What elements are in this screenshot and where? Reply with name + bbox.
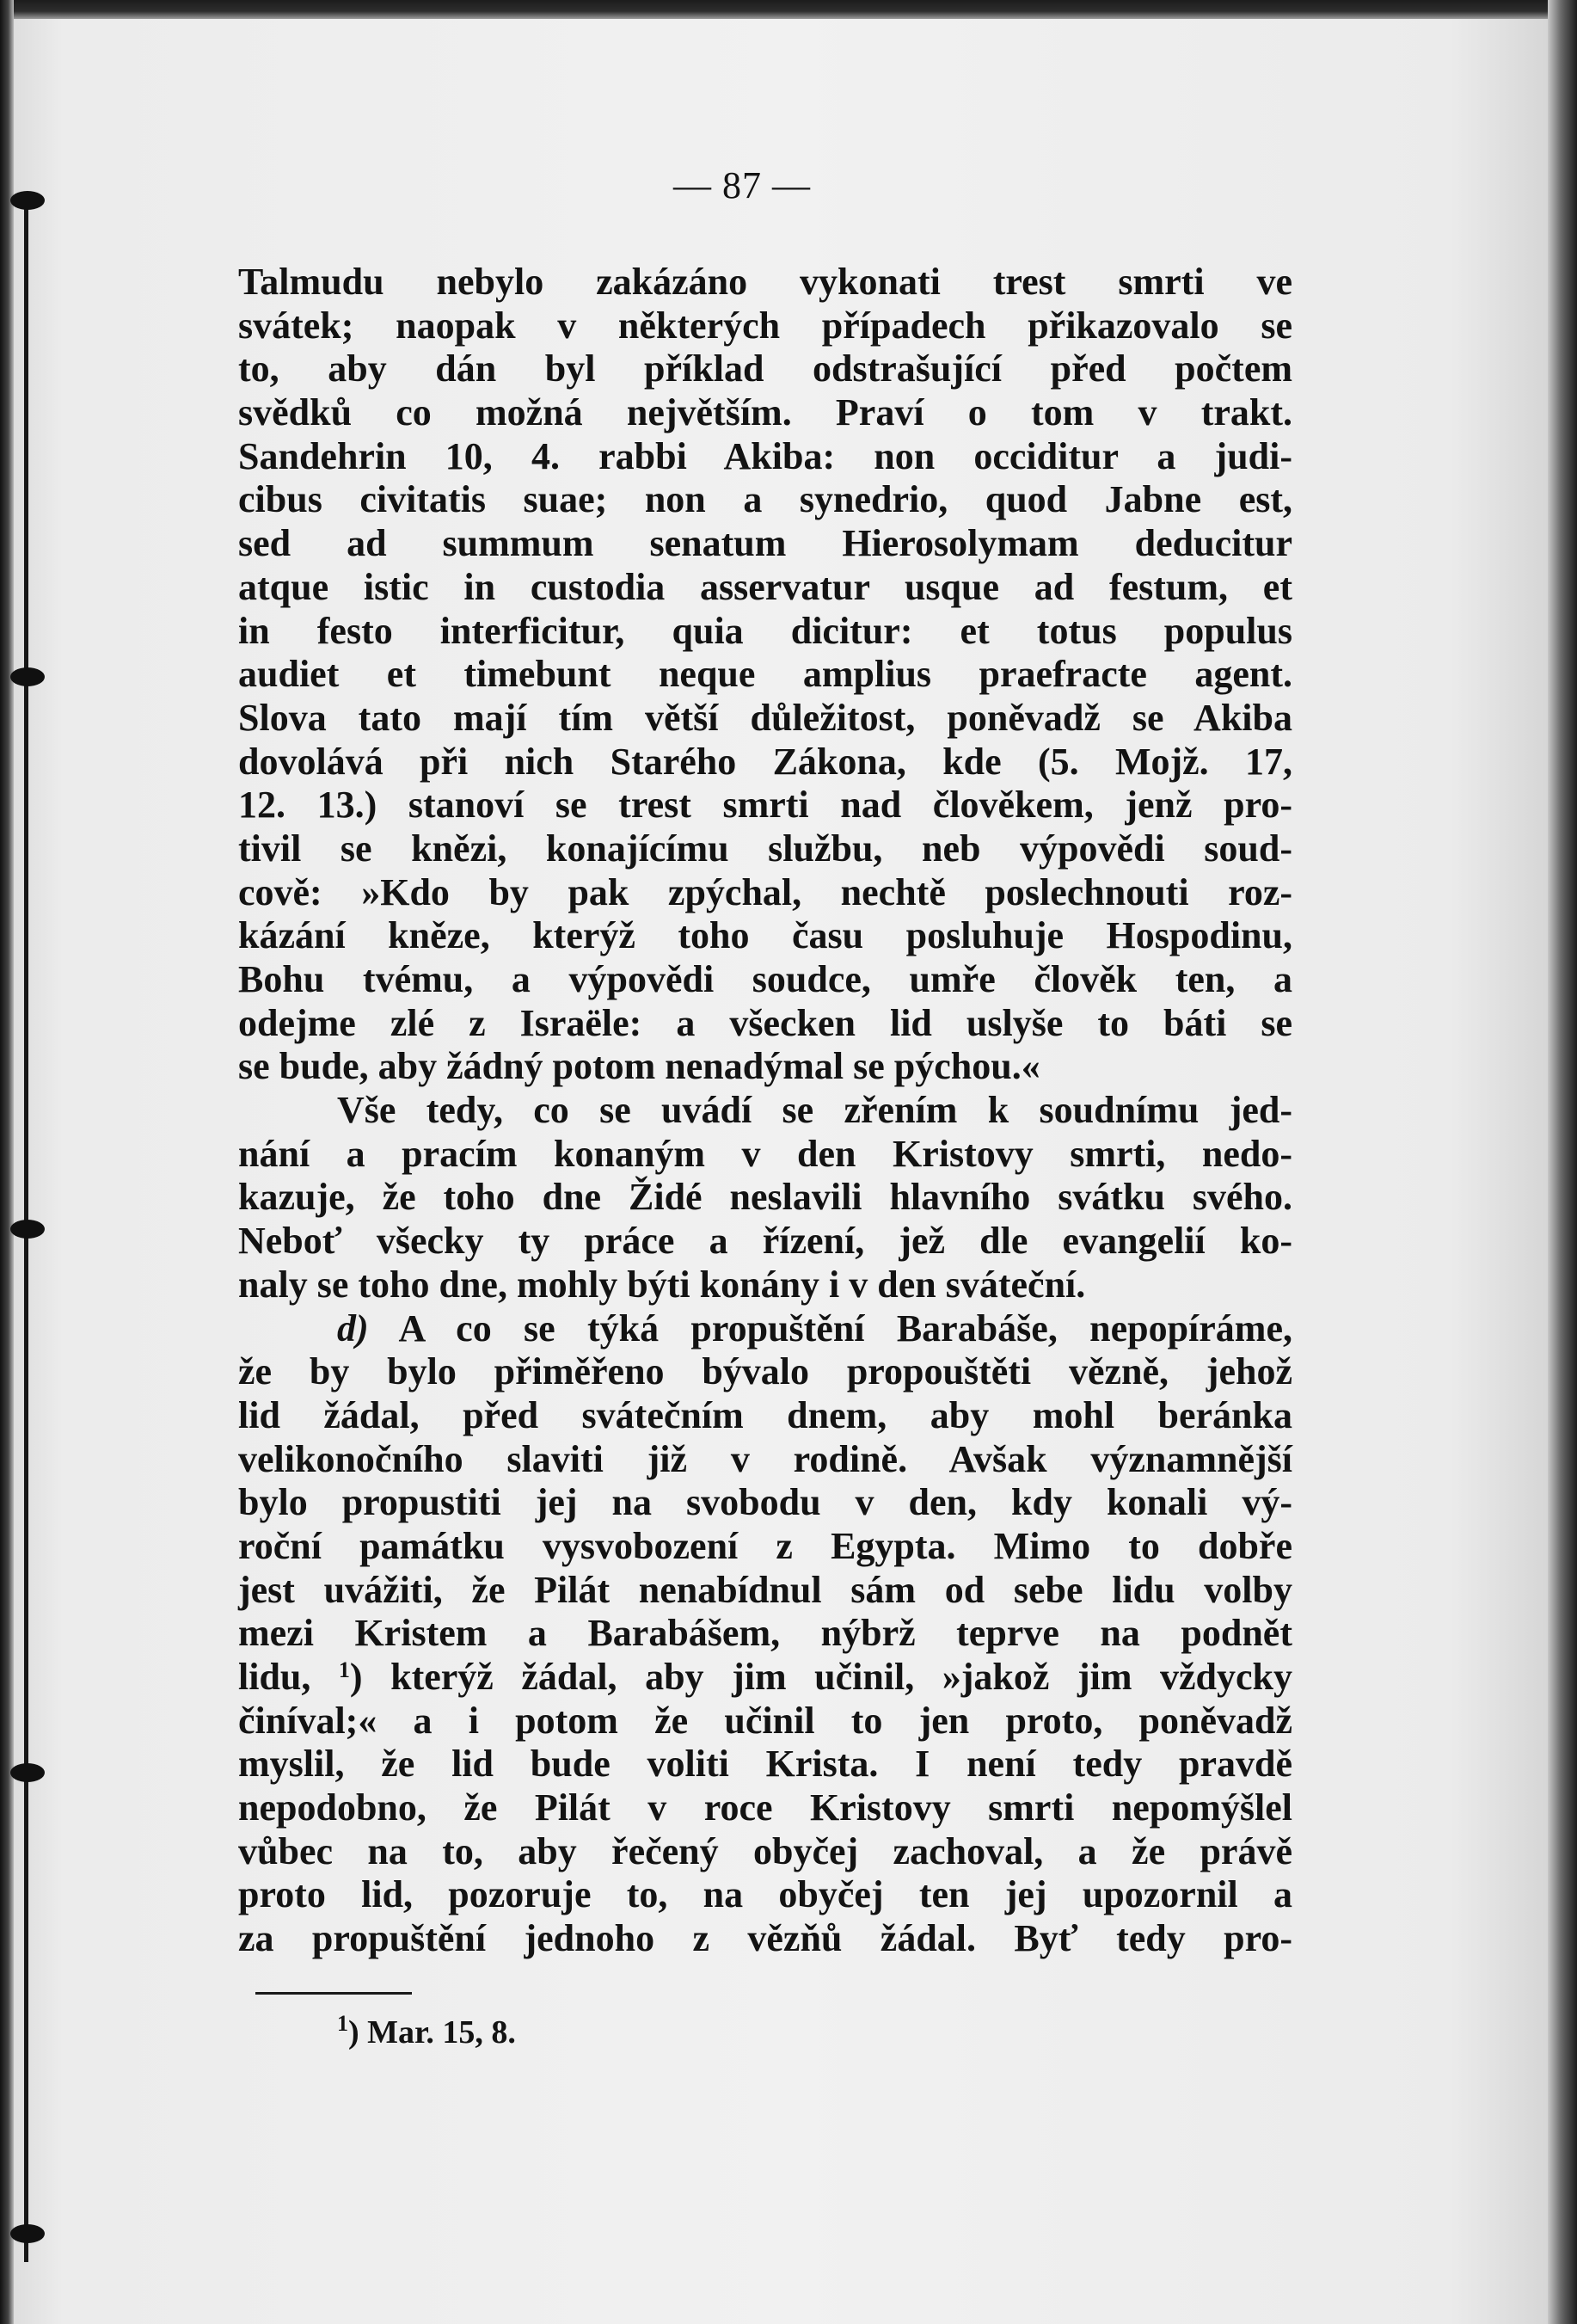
text-line: Talmudu nebylo zakázáno vykonati trest smrti ve	[238, 261, 1292, 303]
text-line: dovolává při nich Starého Zákona, kde (5. Mojž. 17,	[238, 740, 1292, 783]
text-line: nepodobno, že Pilát v roce Kristovy smrti nepomýšlel	[238, 1786, 1292, 1829]
text-line: to, aby dán byl příklad odstrašující před počtem	[238, 347, 1292, 390]
text-line: velikonočního slaviti již v rodině. Avšak významnější	[238, 1437, 1292, 1480]
text-line: Bohu tvému, a výpovědi soudce, umře člověk ten, a	[238, 958, 1292, 1000]
footnote-text: ) Mar. 15, 8.	[348, 2014, 516, 2050]
text-line: svědků co možná největším. Praví o tom v trakt.	[238, 391, 1292, 434]
text-line: mezi Kristem a Barabášem, nýbrž teprve na podnět	[238, 1612, 1292, 1655]
paragraph-first-line	[238, 1307, 1292, 1351]
text-line: za propuštění jednoho z vězňů žádal. Byť tedy pro-	[238, 1917, 1292, 1960]
text-line: roční památku vysvobození z Egypta. Mimo to dobře	[238, 1524, 1292, 1567]
text-line: kázání kněze, kterýž toho času posluhuje Hospodinu,	[238, 914, 1292, 957]
text-line: činíval;« a i potom že učinil to jen proto, poněvadž	[238, 1699, 1292, 1742]
text-line: lid žádal, před svátečním dnem, aby mohl beránka	[238, 1393, 1292, 1436]
text-line: cově: »Kdo by pak zpýchal, nechtě poslechnouti roz-	[238, 870, 1292, 913]
text-line: Neboť všecky ty práce a řízení, jež dle evangelií ko-	[238, 1220, 1292, 1263]
text-line: vůbec na to, aby řečený obyčej zachoval, a že právě	[238, 1829, 1292, 1872]
text-line: bylo propustiti jej na svobodu v den, kdy konali vý-	[238, 1481, 1292, 1524]
text-line-with-footnote	[238, 1656, 1292, 1700]
text-line: kazuje, že toho dne Židé neslavili hlavního svátku svého.	[238, 1176, 1292, 1219]
text-line: tivil se knězi, konajícímu službu, neb výpovědi soud-	[238, 827, 1292, 870]
text-line: svátek; naopak v některých případech přikazovalo se	[238, 304, 1292, 347]
text-line: Sandehrin 10, 4. rabbi Akiba: non occiditur a judi-	[238, 434, 1292, 477]
page-number: — 87 —	[673, 164, 811, 206]
footnote	[337, 2013, 516, 2052]
text-line: že by bylo přiměřeno bývalo propouštěti vězně, jehož	[238, 1350, 1292, 1393]
text-line: nání a pracím konaným v den Kristovy smrti, nedo-	[238, 1132, 1292, 1175]
text-line: atque istic in custodia asservatur usque ad festum, et	[238, 565, 1292, 608]
text-line: myslil, že lid bude voliti Krista. I není tedy pravdě	[238, 1743, 1292, 1786]
paragraph-first-line: Vše tedy, co se uvádí se zřením k soudnímu jed-	[337, 1089, 1292, 1132]
body-text	[238, 261, 1292, 1961]
text-line: in festo interficitur, quia dicitur: et totus populus	[238, 609, 1292, 652]
text-line: jest uvážiti, že Pilát nenabídnul sám od sebe lidu volby	[238, 1568, 1292, 1611]
text-line: se bude, aby žádný potom nenadýmal se pýchou.«	[238, 1045, 1040, 1088]
text-line: 12. 13.) stanoví se trest smrti nad člověkem, jenž pro-	[238, 784, 1292, 827]
text-fragment: ) kterýž žádal, aby jim učinil, »jakož jim vždycky	[349, 1656, 1293, 1698]
text-line: audiet et timebunt neque amplius praefracte agent.	[238, 653, 1292, 696]
footnote-divider	[255, 1992, 412, 1995]
footnote-reference: 1	[338, 1657, 350, 1682]
paragraph-first-line-text: A co se týká propuštění Barabáše, nepopíráme,	[398, 1306, 1292, 1350]
text-fragment: lidu,	[238, 1656, 311, 1698]
footnote-marker: 1	[337, 2011, 348, 2036]
text-line: sed ad summum senatum Hierosolymam deducitur	[238, 522, 1292, 565]
text-line: proto lid, pozoruje to, na obyčej ten jej upozornil a	[238, 1873, 1292, 1916]
text-line: cibus civitatis suae; non a synedrio, quod Jabne est,	[238, 478, 1292, 521]
text-line: naly se toho dne, mohly býti konány i v den sváteční.	[238, 1263, 1086, 1306]
text-line: odejme zlé z Israële: a všecken lid uslyše to báti se	[238, 1001, 1292, 1044]
section-marker: d)	[337, 1306, 369, 1350]
text-line: Slova tato mají tím větší důležitost, poněvadž se Akiba	[238, 696, 1292, 739]
